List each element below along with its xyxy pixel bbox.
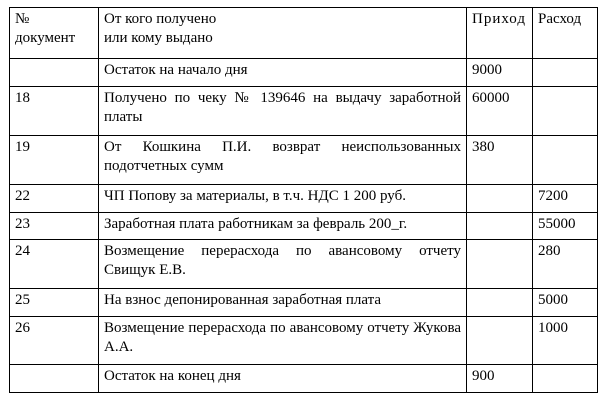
cell-doc-number: 26 (10, 317, 99, 365)
cell-income: 60000 (467, 87, 533, 136)
header-income: Приход (467, 8, 533, 59)
cell-income: 900 (467, 365, 533, 393)
table-row (10, 365, 598, 393)
cash-ledger-table (9, 7, 598, 393)
cell-expense: 55000 (533, 213, 598, 240)
cell-income (467, 240, 533, 289)
cell-doc-number: 25 (10, 289, 99, 317)
table-row (10, 59, 598, 87)
cell-doc-number: 18 (10, 87, 99, 136)
cell-description: Получено по чеку № 139646 на выдачу заработной платы (99, 87, 467, 136)
cell-expense (533, 136, 598, 185)
cell-doc-number: 19 (10, 136, 99, 185)
cell-expense: 5000 (533, 289, 598, 317)
cell-description: Заработная плата работникам за февраль 200_г. (99, 213, 467, 240)
cell-income: 9000 (467, 59, 533, 87)
cell-description: Возмещение перерасхода по авансовому отчету Свищук Е.В. (99, 240, 467, 289)
cell-description: ЧП Попову за материалы, в т.ч. НДС 1 200 руб. (99, 185, 467, 213)
table-row (10, 136, 598, 185)
cell-doc-number: 23 (10, 213, 99, 240)
cell-expense: 280 (533, 240, 598, 289)
cell-expense (533, 87, 598, 136)
cell-description: На взнос депонированная заработная плата (99, 289, 467, 317)
cell-income (467, 289, 533, 317)
table-row (10, 240, 598, 289)
cell-description: От Кошкина П.И. возврат неиспользованных подотчетных сумм (99, 136, 467, 185)
header-description: От кого получено или кому выдано (99, 8, 467, 59)
cell-expense (533, 59, 598, 87)
cell-doc-number: 22 (10, 185, 99, 213)
table-row (10, 87, 598, 136)
cell-income (467, 185, 533, 213)
cell-income (467, 213, 533, 240)
cell-description: Остаток на конец дня (99, 365, 467, 393)
table-header-row (10, 8, 598, 59)
table-row (10, 289, 598, 317)
cell-doc-number: 24 (10, 240, 99, 289)
cell-expense: 7200 (533, 185, 598, 213)
cell-description: Остаток на начало дня (99, 59, 467, 87)
cell-expense (533, 365, 598, 393)
cell-income (467, 317, 533, 365)
header-expense: Расход (533, 8, 598, 59)
cell-doc-number (10, 365, 99, 393)
cell-expense: 1000 (533, 317, 598, 365)
table-row (10, 185, 598, 213)
cell-description: Возмещение перерасхода по авансовому отчету Жукова А.А. (99, 317, 467, 365)
header-doc-number: № документ (10, 8, 99, 59)
table-row (10, 317, 598, 365)
table-row (10, 213, 598, 240)
cell-income: 380 (467, 136, 533, 185)
cell-doc-number (10, 59, 99, 87)
